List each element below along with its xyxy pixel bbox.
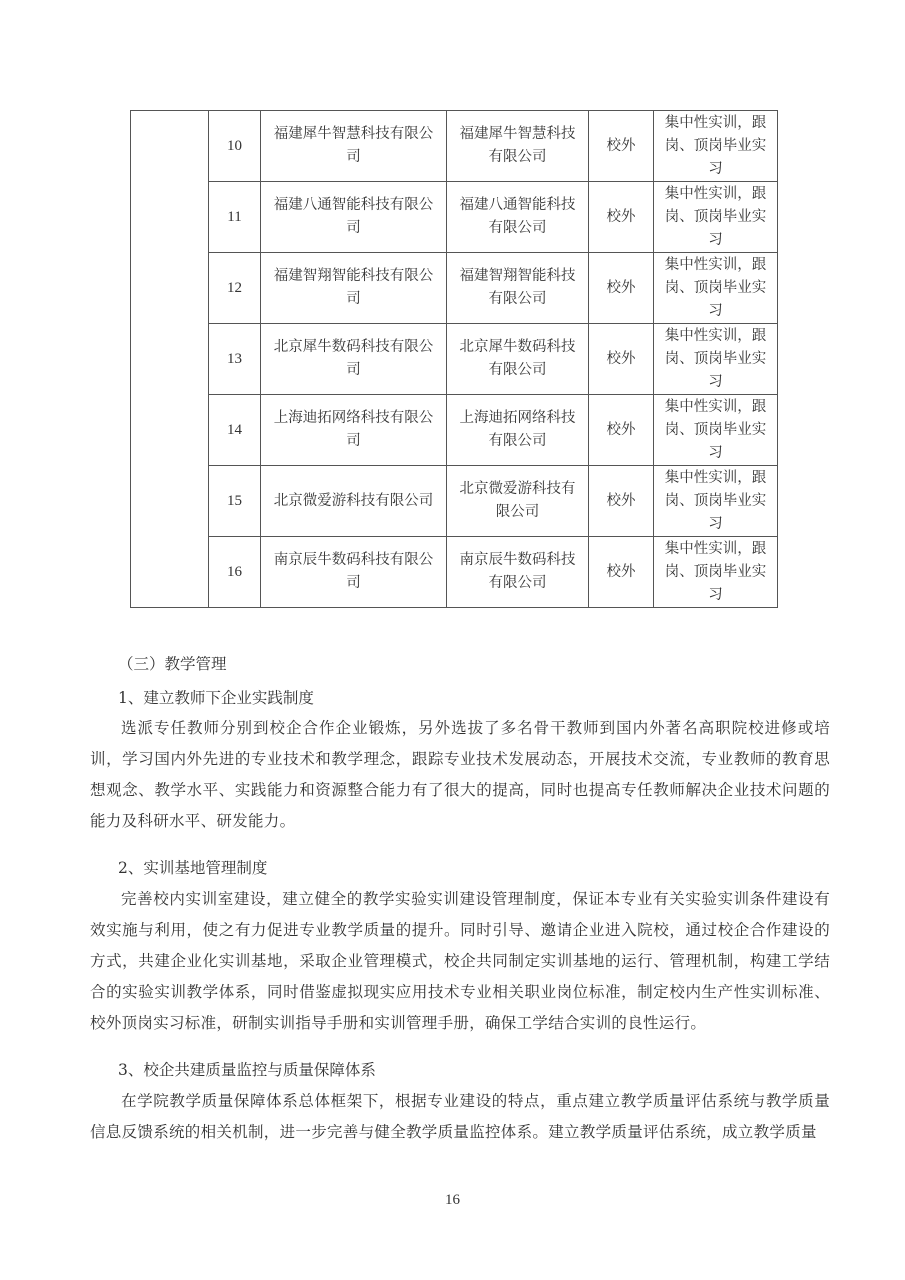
table-row [131, 253, 778, 324]
company-name: 福建八通智能科技有限公司 [261, 182, 447, 253]
location: 校外 [589, 324, 654, 395]
section-heading: （三）教学管理 [118, 655, 227, 673]
row-number: 16 [209, 537, 261, 608]
company-name: 福建智翔智能科技有限公司 [261, 253, 447, 324]
paragraph-3: 在学院教学质量保障体系总体框架下，根据专业建设的特点，重点建立教学质量评估系统与教学质量信息反馈系统的相关机制，进一步完善与健全教学质量监控体系。建立教学质量评估系统，成立教学质量 [90, 1092, 830, 1141]
paragraph-2: 完善校内实训室建设，建立健全的教学实验实训建设管理制度，保证本专业有关实验实训条件建设有效实施与利用，使之有力促进专业教学质量的提升。同时引导、邀请企业进入院校，通过校企合作建设的方式，共建企业化实训基地，采取企业管理模式，校企共同制定实训基地的运行、管理机制，构建工学结合的实验实训教学体系，同时借鉴虚拟现实应用技术专业相关职业岗位标准，制定校内生产性实训标准、校外顶岗实习标准，研制实训指导手册和实训管理手册，确保工学结合实训的良性运行。 [90, 890, 830, 1032]
base-name: 福建八通智能科技有限公司 [447, 182, 589, 253]
location: 校外 [589, 182, 654, 253]
page-number: 16 [445, 1192, 460, 1208]
table-row [131, 537, 778, 608]
base-name: 福建犀牛智慧科技有限公司 [447, 111, 589, 182]
table-row [131, 111, 778, 182]
location: 校外 [589, 537, 654, 608]
company-name: 北京微爱游科技有限公司 [261, 466, 447, 537]
location: 校外 [589, 395, 654, 466]
base-name: 福建智翔智能科技有限公司 [447, 253, 589, 324]
function: 集中性实训，跟岗、顶岗毕业实习 [654, 253, 778, 324]
partner-table [130, 110, 778, 608]
row-number: 15 [209, 466, 261, 537]
row-number: 10 [209, 111, 261, 182]
subsection-title-1: 1、建立教师下企业实践制度 [118, 689, 314, 707]
location: 校外 [589, 466, 654, 537]
table-row [131, 182, 778, 253]
table-row [131, 395, 778, 466]
location: 校外 [589, 111, 654, 182]
company-name: 北京犀牛数码科技有限公司 [261, 324, 447, 395]
function: 集中性实训，跟岗、顶岗毕业实习 [654, 466, 778, 537]
table-row [131, 324, 778, 395]
function: 集中性实训，跟岗、顶岗毕业实习 [654, 324, 778, 395]
category-cell [131, 111, 209, 608]
row-number: 13 [209, 324, 261, 395]
function: 集中性实训，跟岗、顶岗毕业实习 [654, 537, 778, 608]
base-name: 上海迪拓网络科技有限公司 [447, 395, 589, 466]
row-number: 14 [209, 395, 261, 466]
subsection-title-2: 2、实训基地管理制度 [118, 859, 268, 877]
company-name: 上海迪拓网络科技有限公司 [261, 395, 447, 466]
paragraph-1: 选派专任教师分别到校企合作企业锻炼，另外选拔了多名骨干教师到国内外著名高职院校进修或培训，学习国内外先进的专业技术和教学理念，跟踪专业技术发展动态，开展技术交流，专业教师的教育思想观念、教学水平、实践能力和资源整合能力有了很大的提高，同时也提高专任教师解决企业技术问题的能力及科研水平、研发能力。 [90, 719, 830, 830]
location: 校外 [589, 253, 654, 324]
table-row [131, 466, 778, 537]
row-number: 11 [209, 182, 261, 253]
company-name: 福建犀牛智慧科技有限公司 [261, 111, 447, 182]
base-name: 北京犀牛数码科技有限公司 [447, 324, 589, 395]
base-name: 北京微爱游科技有限公司 [447, 466, 589, 537]
base-name: 南京辰牛数码科技有限公司 [447, 537, 589, 608]
row-number: 12 [209, 253, 261, 324]
subsection-title-3: 3、校企共建质量监控与质量保障体系 [118, 1061, 376, 1079]
function: 集中性实训，跟岗、顶岗毕业实习 [654, 182, 778, 253]
company-name: 南京辰牛数码科技有限公司 [261, 537, 447, 608]
function: 集中性实训，跟岗、顶岗毕业实习 [654, 111, 778, 182]
function: 集中性实训，跟岗、顶岗毕业实习 [654, 395, 778, 466]
